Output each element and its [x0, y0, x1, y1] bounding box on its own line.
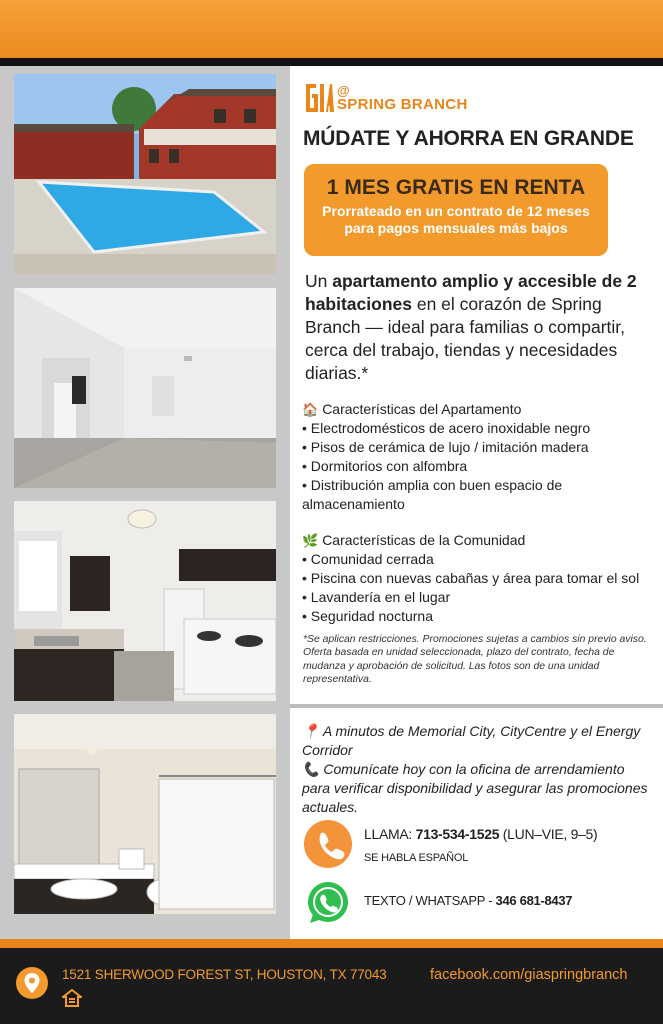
pool-photo — [14, 74, 276, 274]
apartment-features-title-row — [302, 400, 658, 419]
feature-item: • Comunidad cerrada — [302, 551, 434, 567]
call-label: LLAMA: — [364, 826, 412, 842]
brand-logo — [304, 80, 468, 116]
intro-prefix: Un — [305, 271, 333, 291]
intro-bold: apartamento amplio y accesible de 2 habitaciones — [305, 271, 637, 314]
spanish-spoken: SE HABLA ESPAÑOL — [364, 852, 469, 864]
section-divider — [290, 704, 663, 708]
footer-address: 1521 SHERWOOD FOREST ST, HOUSTON, TX 77043 — [62, 967, 387, 982]
leasing-note-text: Comunícate hoy con la oficina de arrendamiento para verificar disponibilidad y asegurar las promociones actuales. — [302, 761, 648, 815]
top-dark-strip — [0, 58, 663, 66]
community-features-title-row — [302, 531, 658, 550]
apartment-features-title: Características del Apartamento — [322, 401, 522, 417]
promo-subtitle — [304, 203, 608, 237]
call-line — [364, 826, 597, 842]
call-number[interactable]: 713-534-1525 — [415, 826, 500, 842]
house-icon: 🏠 — [302, 402, 319, 417]
footer — [0, 948, 663, 1024]
whatsapp-line — [364, 893, 572, 908]
gia-logo-icon — [304, 80, 334, 116]
facebook-link[interactable]: facebook.com/giaspringbranch — [430, 967, 628, 983]
feature-item: • Dormitorios con alfombra — [302, 458, 468, 474]
community-features-title: Características de la Comunidad — [322, 532, 526, 548]
intro-rest: en el corazón de Spring Branch — ideal para familias o compartir, cerca del trabajo, tiendas y necesidades diarias.* — [305, 294, 625, 383]
promo-line-2: para pagos mensuales más bajos — [344, 220, 568, 236]
equal-housing-icon — [62, 989, 82, 1007]
feature-item: • Lavandería en el lugar — [302, 589, 451, 605]
feature-item: • Pisos de cerámica de lujo / imitación madera — [302, 439, 589, 455]
apartment-features — [302, 400, 658, 514]
living-room-photo — [14, 288, 276, 488]
location-note — [302, 722, 654, 760]
location-pin-icon — [15, 966, 49, 1000]
logo-at: @ — [337, 83, 350, 98]
community-features — [302, 531, 658, 626]
top-orange-band — [0, 0, 663, 58]
location-note-text: A minutos de Memorial City, CityCentre y el Energy Corridor — [302, 723, 641, 758]
whatsapp-number[interactable]: 346 681-8437 — [495, 893, 573, 908]
contact-info — [302, 722, 654, 817]
leaf-icon: 🌿 — [302, 533, 319, 548]
page-headline: MÚDATE Y AHORRA EN GRANDE — [303, 127, 634, 150]
whatsapp-icon[interactable] — [304, 879, 352, 927]
promo-title: 1 MES GRATIS EN RENTA — [326, 176, 586, 199]
footer-orange-strip — [0, 939, 663, 948]
promo-box — [304, 164, 608, 256]
leasing-note — [302, 760, 654, 817]
feature-item: • Electrodomésticos de acero inoxidable negro — [302, 420, 591, 436]
phone-icon: 📞 — [302, 761, 320, 777]
feature-item: • Piscina con nuevas cabañas y área para tomar el sol — [302, 570, 640, 586]
feature-item: • Seguridad nocturna — [302, 608, 433, 624]
promo-line-1: Prorrateado en un contrato de 12 meses — [322, 203, 590, 219]
phone-icon[interactable] — [304, 820, 352, 868]
intro-paragraph — [305, 270, 655, 385]
bathroom-photo — [14, 714, 276, 914]
kitchen-photo — [14, 501, 276, 701]
whatsapp-label: TEXTO / WHATSAPP - — [364, 893, 493, 908]
pin-icon: 📍 — [302, 723, 320, 739]
logo-name: SPRING BRANCH — [337, 96, 468, 113]
call-hours: (LUN–VIE, 9–5) — [502, 826, 598, 842]
disclaimer: *Se aplican restricciones. Promociones sujetas a cambios sin previo aviso. Oferta basada en unidad seleccionada, plazo del contrato, fecha de mudanza y aprobación de solicitud. Las fotos son de una unidad representativa. — [303, 634, 647, 686]
feature-item: • Distribución amplia con buen espacio de almacenamiento — [302, 477, 563, 512]
